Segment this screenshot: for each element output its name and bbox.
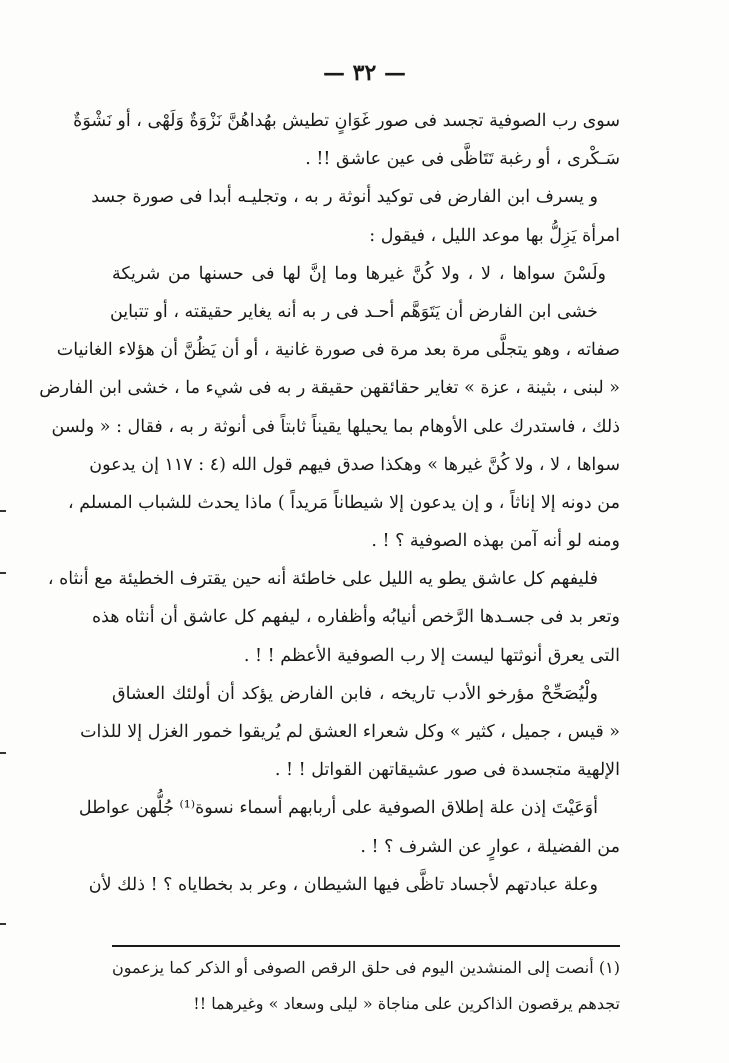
text-line: وتعر بد فى جسـدها الرَّخص أنيابُه وأظفاره ، ليفهم كل عاشق أن أنثاه هذه xyxy=(91,607,620,628)
footnote xyxy=(112,950,620,1022)
text-line: أوَعَيْتَ إذن علة إطلاق الصوفية على أربابهم أسماء نسوة⁽¹⁾ جُلُّهن عواطل xyxy=(78,798,598,819)
body-text xyxy=(39,102,620,904)
text-line: صفاته ، وهو يتجلَّى مرة بعد مرة فى صورة غانية ، أو أن يَظُنَّ أن هؤلاء الغانيات xyxy=(56,340,620,361)
margin-mark xyxy=(0,923,6,925)
text-line: ولْيُصَحِّحْ مؤرخو الأدب تاريخه ، فابن الفارض يؤكد أن أولئك العشاق xyxy=(112,683,598,704)
text-line: سواها ، لا ، ولا كُنَّ غيرها » وهكذا صدق فيهم قول الله (٤ : ١١٧ إن يدعون xyxy=(89,454,620,475)
footnote-line: تجدهم يرقصون الذاكرين على مناجاة « ليلى وسعاد » وغيرهما !! xyxy=(193,994,620,1013)
text-line: و يسرف ابن الفارض فى توكيد أنوثة ر به ، وتجليـه أبدا فى صورة جسد xyxy=(91,187,598,208)
footnote-line: (١) أنصت إلى المنشدين اليوم فى حلق الرقص الصوفى أو الذكر كما يزعمون xyxy=(112,958,620,977)
text-line: الإلهية متجسدة فى صور عشيقاتهن القواتل ! ! . xyxy=(274,760,620,781)
text-line: « قيس ، جميل ، كثير » وكل شعراء العشق لم يُريقوا خمور الغزل إلا للذات xyxy=(80,722,620,742)
margin-mark xyxy=(0,752,6,754)
text-line: امرأة يَزِلُّ بها موعد الليل ، فيقول : xyxy=(369,225,620,246)
text-line: وعلة عبادتهم لأجساد تاظَّى فيها الشيطان ، وعر بد بخطاياه ؟ ! ذلك لأن xyxy=(88,874,598,895)
text-line: ذلك ، فاستدرك على الأوهام بما يحيلها يقيناً ثابتاً فى أنوثة ر به ، فقال : « ولسن xyxy=(51,416,620,437)
text-line: ومنه لو أنه آمن بهذه الصوفية ؟ ! . xyxy=(371,531,620,552)
text-line: من دونه إلا إناثاً ، و إن يدعون إلا شيطاناً مَريداً ) ماذا يحدث للشباب المسلم ، xyxy=(68,492,620,513)
margin-mark xyxy=(0,510,6,512)
text-line: من الفضيلة ، عوارٍ عن الشرف ؟ ! . xyxy=(360,836,620,857)
text-line: التى يعرق أنوثتها ليست إلا رب الصوفية الأعظم ! ! . xyxy=(243,645,620,666)
page-number: — ٣٢ — xyxy=(323,60,406,86)
footnote-rule xyxy=(112,945,620,947)
verse-line: ولَسْنَ سواها ، لا ، ولا كُنَّ غيرها وما إنَّ لها فى حسنها من شريكة xyxy=(112,263,606,284)
text-line: خشى ابن الفارض أن يَتَوَهَّم أحـد فى ر به أنه يغاير حقيقته ، أو تتباين xyxy=(109,301,598,322)
text-line: سوى رب الصوفية تجسد فى صور غَوَانٍ تطيش بهُداهُنَّ نَزْوَةٌ وَلَهْى ، أو نَشْوَةٌ xyxy=(73,111,620,131)
text-line: سَـكْرى ، أو رغبة تَتَاظَّى فى عين عاشق !! . xyxy=(305,149,620,170)
margin-mark xyxy=(0,572,6,574)
text-line: « لبنى ، بثينة ، عزة » تغاير حقائقهن حقيقة ر به فى شيء ما ، خشى ابن الفارض xyxy=(39,378,620,399)
text-line: فليفهم كل عاشق يطو يه الليل على خاطئة أنه حين يقترف الخطيئة مع أنثاه ، xyxy=(47,569,598,590)
